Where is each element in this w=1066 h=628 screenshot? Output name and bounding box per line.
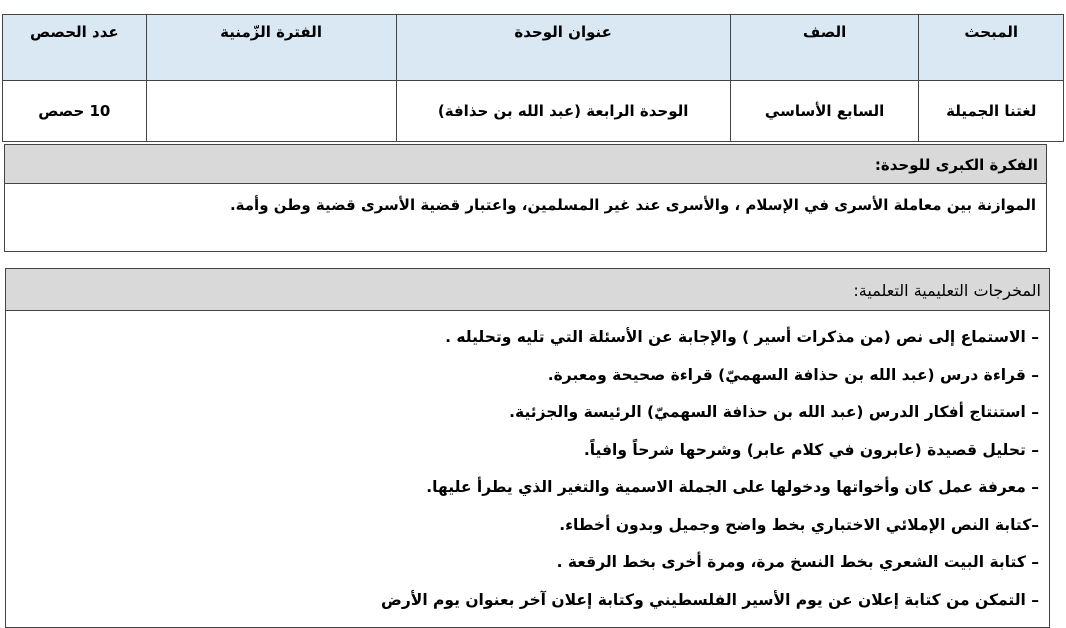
subject-value: لغتنا الجميلة (919, 81, 1064, 142)
grade-value: السابع الأساسي (730, 81, 919, 142)
header-row (3, 15, 1064, 81)
learning-outcomes-list (6, 311, 1049, 619)
values-row (3, 81, 1064, 142)
header-lessons-count: عدد الحصص (3, 15, 147, 81)
header-time-period: الفترة الزّمنية (146, 15, 396, 81)
header-grade: الصف (730, 15, 919, 81)
unit-title-value: الوحدة الرابعة (عبد الله بن حذافة) (396, 81, 730, 142)
unit-info-table (2, 14, 1064, 142)
learning-outcomes-title: المخرجات التعليمية التعلمية: (6, 269, 1049, 311)
outcome-item: – تحليل قصيدة (عابرون في كلام عابر) وشرحها شرحاً وافياً. (583, 440, 1039, 459)
learning-outcomes-box (5, 268, 1050, 628)
lessons-count-value: 10 حصص (3, 81, 147, 142)
time-period-value (146, 81, 396, 142)
outcome-item: – كتابة البيت الشعري بخط النسخ مرة، ومرة أخرى بخط الرقعة . (556, 553, 1039, 571)
header-unit-title: عنوان الوحدة (396, 15, 730, 81)
outcome-item: – الاستماع إلى نص (من مذكرات أسير ) والإجابة عن الأسئلة التي تليه وتحليله . (445, 328, 1039, 346)
outcome-item: –كتابة النص الإملائي الاختباري بخط واضح وجميل وبدون أخطاء. (559, 515, 1039, 534)
outcome-item: – استنتاج أفكار الدرس (عبد الله بن حذافة السهميّ) الرئيسة والجزئية. (509, 403, 1039, 421)
outcome-item: – التمكن من كتابة إعلان عن يوم الأسير الفلسطيني وكتابة إعلان آخر بعنوان يوم الأرض (381, 590, 1039, 609)
big-idea-text: الموازنة بين معاملة الأسرى في الإسلام ، والأسرى عند غير المسلمين، واعتبار قضية الأسرى قضية وطن وأمة. (229, 196, 1036, 214)
header-subject: المبحث (919, 15, 1064, 81)
outcome-item: – قراءة درس (عبد الله بن حذافة السهميّ) قراءة صحيحة ومعبرة. (547, 365, 1039, 384)
big-idea-box (4, 144, 1047, 252)
big-idea-title: الفكرة الكبرى للوحدة: (5, 145, 1046, 184)
outcome-item: – معرفة عمل كان وأخواتها ودخولها على الجملة الاسمية والتغير الذي يطرأ عليها. (426, 478, 1039, 496)
